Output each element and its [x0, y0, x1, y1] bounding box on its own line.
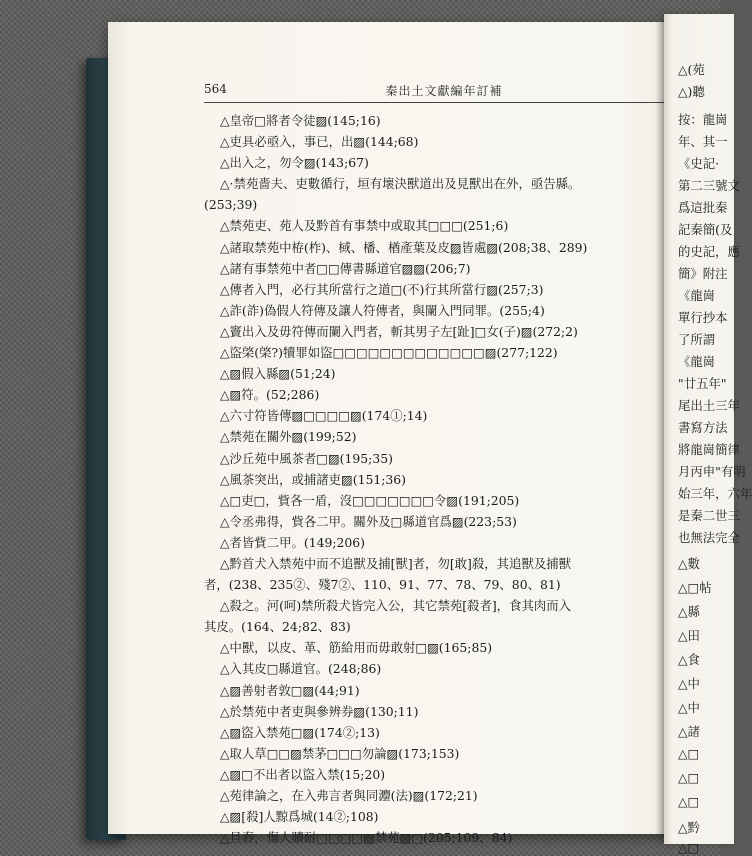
right-page-line: △□ [678, 840, 700, 855]
right-page-line: △□ [678, 746, 700, 761]
page-header [204, 80, 684, 103]
right-page-line: 爲這批秦 [678, 200, 728, 215]
right-page-line: △數 [678, 556, 700, 571]
text-line: △傳者入門，必行其所當行之道□(不)行其所當行▨(257;3) [220, 281, 544, 297]
right-page [664, 14, 752, 855]
text-line: △□吏□，貲各一盾，沒□□□□□□□令▨(191;205) [220, 492, 520, 508]
right-page-line: 簡》附注 [678, 266, 728, 281]
right-page-line: 書寫方法 [678, 420, 728, 435]
text-line: △禁苑吏、苑人及黔首有事禁中或取其□□□(251;6) [220, 218, 509, 234]
text-line: △令丞弗得，貲各二甲。關外及□縣道官爲▨(223;53) [220, 513, 517, 529]
text-line: △盜棨(棨?)犢罪如盜□□□□□□□□□□□□□▨(277;122) [220, 345, 558, 361]
right-page-line: △□帖 [678, 580, 712, 595]
right-page-line: △□ [678, 770, 700, 785]
right-page-line: 《龍崗 [678, 354, 716, 369]
text-line: △黔首犬入禁苑中而不追獸及捕[獸]者，勿[敢]殺，其追獸及捕獸 [220, 555, 572, 571]
text-line: △▨盜入禁苑□▨(174②;13) [220, 724, 380, 740]
text-line: 其皮。(164、24;82、83) [204, 619, 351, 635]
text-line: △·禁苑嗇夫、吏數循行，垣有壞決獸道出及見獸出在外，亟告縣。 [220, 176, 581, 192]
text-line: △竇出入及毋符傳而闌入門者，斬其男子左[趾]□女(子)▨(272;2) [220, 323, 578, 339]
right-page-line: 單行抄本 [678, 310, 728, 325]
right-page-line: 了所謂 [678, 332, 716, 347]
text-line: 者，(238、235②、殘7②、110、91、77、78、79、80、81) [204, 577, 561, 593]
text-line: △禁苑在關外▨(199;52) [220, 429, 357, 445]
text-line: △▨[殺]人黥爲城(14②;108) [220, 809, 379, 825]
text-line: △▨符。(52;286) [220, 387, 320, 403]
page-body-text [204, 110, 690, 848]
text-line: △中獸，以皮、革、筋給用而毋敢射□▨(165;85) [220, 640, 493, 656]
text-line: (253;39) [204, 197, 258, 213]
text-line: △出入之，勿令▨(143;67) [220, 155, 369, 171]
right-page-line: △食 [678, 652, 700, 667]
right-page-line: △中 [678, 676, 700, 691]
right-page-line: 月丙申"有明 [678, 464, 746, 479]
right-page-line: 是秦二世三 [678, 508, 740, 523]
text-line: △諸取禁苑中栫(柞)、棫、橎、楢產葉及皮▨皆處▨(208;38、289) [220, 239, 588, 255]
right-page-line: 第二三號文 [678, 178, 740, 193]
text-line: △者皆貲二甲。(149;206) [220, 534, 366, 550]
left-page [108, 22, 678, 846]
right-page-line: "廿五年" [678, 376, 727, 391]
right-page-line: 《史記· [678, 156, 720, 171]
text-line: △殺之。河(呵)禁所殺犬皆完入公，其它禁苑[殺者]，食其肉而入 [220, 598, 572, 614]
right-page-line: 將龍崗簡律 [678, 442, 740, 457]
text-line: △苑律論之，在入弗言者與同灋(法)▨(172;21) [220, 788, 478, 803]
right-page-line: △縣 [678, 604, 700, 619]
running-title: 秦出土文獻編年訂補 [385, 84, 503, 98]
right-page-line: 的史記，應 [678, 244, 740, 259]
right-page-line: 按：龍崗 [678, 112, 728, 127]
right-page-line: △諸 [678, 724, 700, 739]
right-page-line: 年、其一 [678, 134, 728, 149]
text-line: △風茶突出，或捕諸吏▨(151;36) [220, 471, 407, 487]
page-number: 564 [204, 82, 227, 96]
text-line: △六寸符皆傳▨□□□□▨(174①;14) [220, 408, 428, 424]
right-page-line: 始三年，六年 [678, 486, 752, 501]
right-page-line: 《龍崗 [678, 288, 716, 303]
right-page-line: △□ [678, 794, 700, 809]
text-line: △▨善射者敦□▨(44;91) [220, 682, 360, 698]
text-line: △吏具必亟入，事已，出▨(144;68) [220, 134, 419, 150]
right-page-line: △田 [678, 628, 700, 643]
right-page-line: △黔 [678, 820, 700, 835]
text-line: △旦舂，傷人贖耐□□□□▨禁苑▨□(205;109、84) [220, 830, 513, 846]
text-line: △▨□不出者以盜入禁(15;20) [220, 766, 386, 782]
right-page-line: △)聽 [678, 84, 705, 99]
text-line: △入其皮□縣道官。(248;86) [220, 661, 382, 677]
text-line: △於禁苑中者吏與參辨券▨(130;11) [220, 703, 419, 719]
text-line: △皇帝□將者令徒▨(145;16) [220, 113, 381, 128]
text-line: △詐(詐)偽假人符傳及讓人符傳者，與闌入門同罪。(255;4) [220, 302, 545, 318]
right-page-line: 也無法完全 [678, 530, 740, 545]
text-line: △▨假入縣▨(51;24) [220, 366, 336, 382]
right-page-line: △(苑 [678, 62, 705, 77]
text-line: △取人草□□▨禁茅□□□勿論▨(173;153) [220, 745, 460, 761]
right-page-line: △中 [678, 700, 700, 715]
right-page-line: 尾出土三年 [678, 398, 740, 413]
text-line: △諸有事禁苑中者□□傳書縣道官▨▨(206;7) [220, 260, 471, 276]
right-page-line: 記秦簡(及 [678, 222, 733, 237]
text-line: △沙丘苑中風茶者□▨(195;35) [220, 450, 393, 466]
